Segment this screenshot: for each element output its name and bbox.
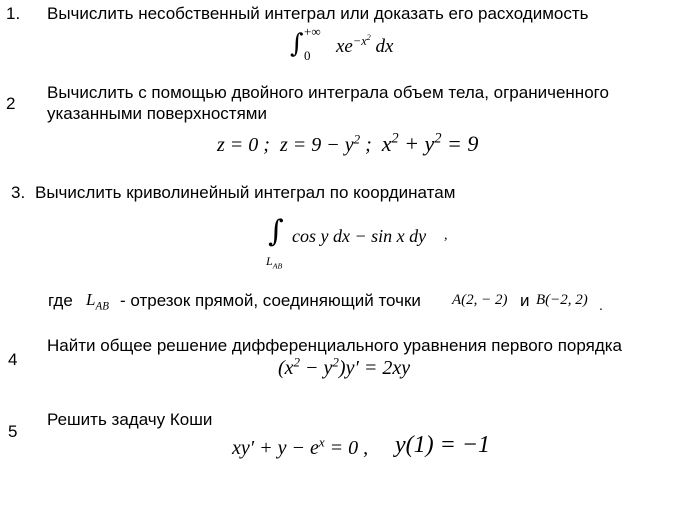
integrand-base: xe: [336, 36, 353, 57]
task-2-line1: Вычислить с помощью двойного интеграла объем тела, ограниченного: [47, 83, 609, 102]
and-word: и: [520, 291, 530, 310]
where-L: $L_{AB}$: [86, 290, 109, 313]
task-3-where: где: [48, 291, 73, 310]
line-integral-sign: ∫: [268, 214, 284, 249]
where-text: - отрезок прямой, соединяющий точки: [120, 291, 421, 310]
task-1-formula: [290, 24, 430, 63]
integrand: [336, 32, 394, 58]
point-b: B(−2, 2): [536, 292, 588, 308]
point-a: A(2, − 2): [452, 292, 508, 308]
lower-limit: 0: [304, 48, 311, 63]
eq-circle: $x^2 + y^2 = 9$: [381, 130, 479, 156]
upper-limit: +∞: [304, 24, 321, 39]
task-5-equation: $xy' + y - e^x = 0$ ,: [232, 434, 369, 459]
task-2-line2: указанными поверхностями: [47, 104, 267, 123]
task-5-text: Решить задачу Коши: [47, 410, 213, 429]
end-dot: .: [599, 297, 603, 313]
task-1-text: Вычислить несобственный интеграл или доказать его расходимость: [47, 4, 589, 23]
task-1-number: 1.: [6, 4, 21, 23]
integral-sign: ∫: [290, 29, 304, 59]
task-4-formula: $(x^2 - y^2)y' = 2xy$: [278, 354, 411, 379]
exponent: −x: [352, 33, 367, 48]
line-integrand: cos y dx − sin x dy: [292, 226, 427, 246]
formula-comma: ,: [444, 228, 448, 243]
task-3-text: Вычислить криволинейный интеграл по координатам: [35, 183, 456, 202]
task-2-formula: [217, 131, 478, 157]
integral-subscript: $L_{AB}$: [266, 254, 283, 271]
eq-z0: z = 0 ;: [217, 134, 270, 156]
differential: dx: [370, 36, 394, 57]
task-3-number: 3.: [11, 183, 26, 202]
task-2-number: 2: [6, 94, 16, 113]
task-5-condition: y(1) = −1: [395, 432, 491, 458]
task-4-number: 4: [8, 350, 18, 369]
exponent-power: 2: [366, 32, 371, 42]
task-5-number: 5: [8, 422, 18, 441]
task-3-formula: [266, 214, 466, 270]
task-4-text: Найти общее решение дифференциального уравнения первого порядка: [47, 336, 623, 355]
eq-z9: $z = 9 - y^2$ ;: [279, 131, 372, 156]
